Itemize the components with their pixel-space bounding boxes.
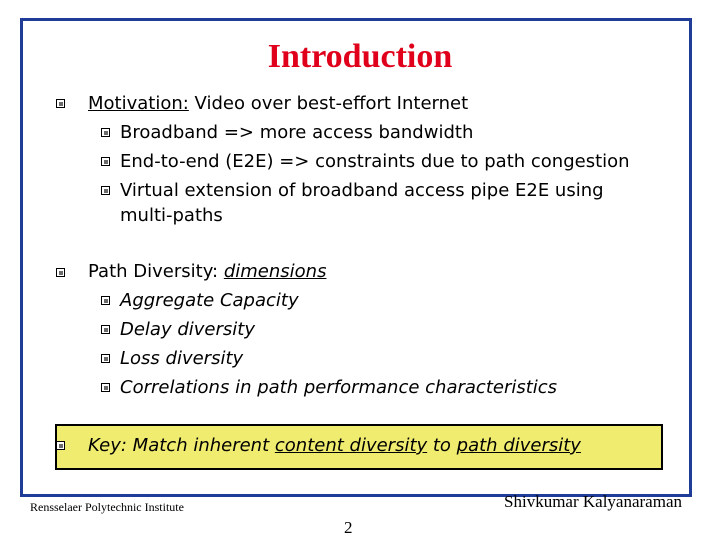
path-diversity-label: Path Diversity: [88, 261, 224, 282]
sub-bullet-icon [101, 128, 110, 137]
motivation-item: End-to-end (E2E) => constraints due to path congestion [120, 151, 630, 172]
sub-bullet-icon [101, 296, 110, 305]
key-content-diversity: content diversity [274, 435, 428, 456]
sub-bullet-icon [101, 354, 110, 363]
key-path-diversity: path diversity [456, 435, 581, 456]
slide-title: Introduction [267, 38, 453, 75]
sub-bullet-icon [101, 186, 110, 195]
bullet-icon [56, 268, 65, 277]
path-diversity-item: Loss diversity [120, 348, 244, 369]
path-diversity-item: Correlations in path performance characteristics [120, 377, 558, 398]
motivation-text: Video over best-effort Internet [188, 93, 469, 114]
motivation-heading [88, 93, 468, 114]
footer-institute: Rensselaer Polytechnic Institute [30, 500, 184, 514]
motivation-item: Virtual extension of broadband access pipe E2E using [120, 180, 604, 201]
page-number: 2 [344, 518, 353, 537]
motivation-item: Broadband => more access bandwidth [120, 122, 474, 143]
key-statement [88, 435, 581, 456]
path-diversity-item: Delay diversity [120, 319, 255, 340]
bullet-icon [56, 441, 65, 450]
path-diversity-heading [88, 261, 326, 282]
motivation-label: Motivation: [88, 93, 189, 114]
footer-author: Shivkumar Kalyanaraman [504, 492, 682, 511]
path-diversity-emphasis: dimensions [223, 261, 327, 282]
motivation-item-continuation: multi-paths [120, 205, 223, 226]
key-prefix: Key: Match inherent [88, 435, 275, 456]
key-middle: to [427, 435, 457, 456]
bullet-icon [56, 99, 65, 108]
sub-bullet-icon [101, 325, 110, 334]
sub-bullet-icon [101, 157, 110, 166]
path-diversity-item: Aggregate Capacity [120, 290, 299, 311]
sub-bullet-icon [101, 383, 110, 392]
